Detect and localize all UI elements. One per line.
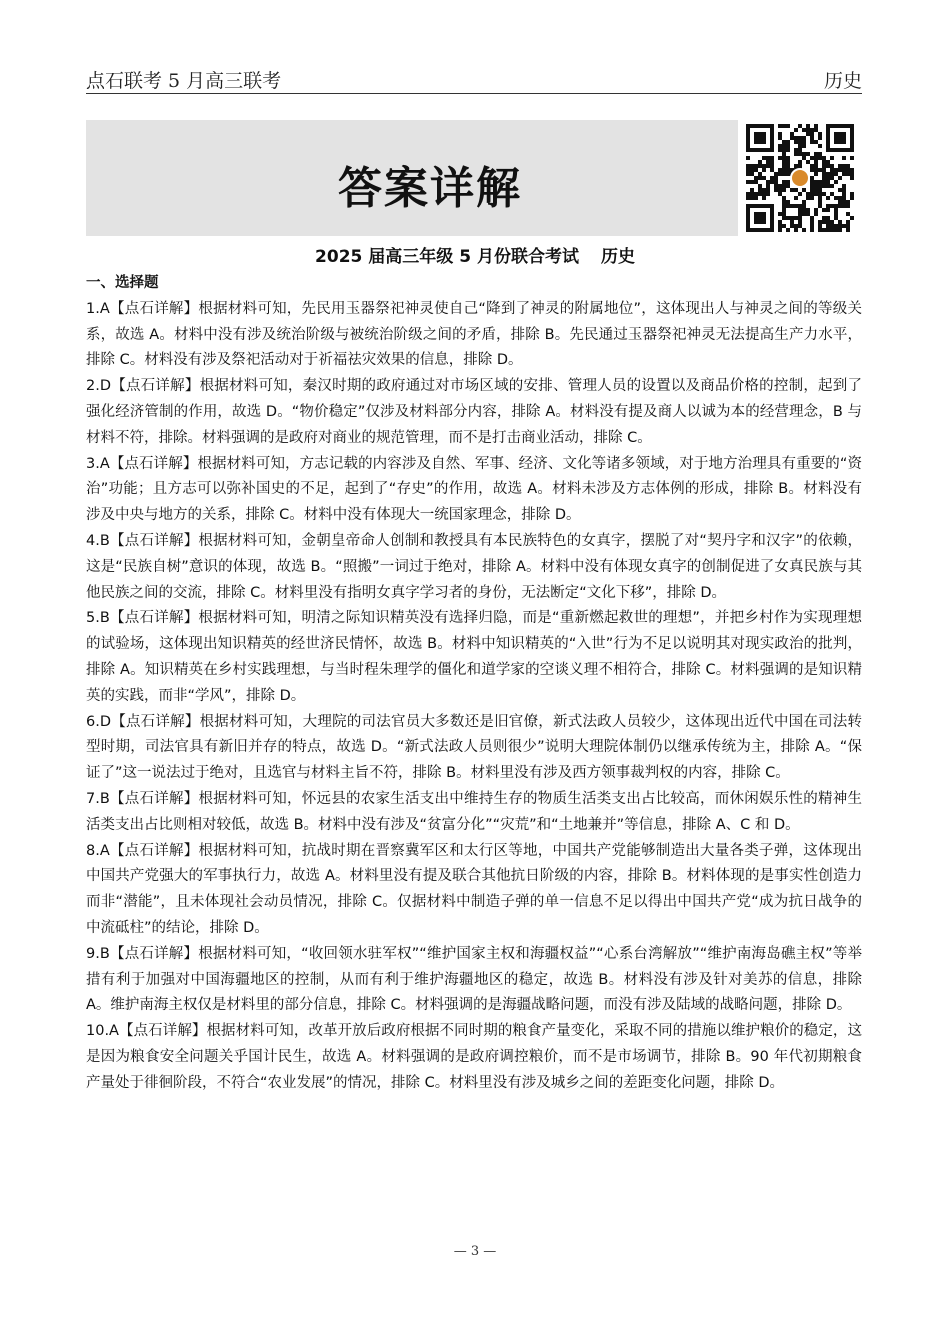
answer-item: 9.B【点石详解】根据材料可知，“收回领水驻军权”“维护国家主权和海疆权益”“心系台湾解放”“维护南海岛礁主权”等举措有利于加强对中国海疆地区的控制，从而有利于维护海疆地区的稳定，故选 B。材料没有涉及针对美苏的信息，排除 A。维护南海主权仅是材料里的部分信息，排除 C。材料强调的是海疆战略问题，而没有涉及陆域的战略问题，排除 D。: [86, 945, 862, 1014]
header-subject: 历史: [823, 70, 862, 92]
banner-title: 答案详解: [338, 163, 522, 214]
header-divider: [86, 93, 862, 94]
section-heading: 一、选择题: [86, 275, 159, 291]
header-exam-name: 点石联考 5 月高三联考: [86, 70, 282, 92]
answer-item: 1.A【点石详解】根据材料可知，先民用玉器祭祀神灵使自己“降到了神灵的附属地位”，这体现出人与神灵之间的等级关系，故选 A。材料中没有涉及统治阶级与被统治阶级之间的矛盾，排除 B。先民通过玉器祭祀神灵无法提高生产力水平，排除 C。材料没有涉及祭祀活动对于祈福祛灾效果的信息，排除 D。: [86, 300, 862, 369]
exam-subject: 历史: [600, 247, 635, 267]
answer-content: [86, 271, 862, 1097]
exam-title: 2025 届高三年级 5 月份联合考试: [315, 247, 579, 267]
page-number: — 3 —: [453, 1244, 497, 1259]
title-banner: [86, 120, 738, 236]
answer-item: 10.A【点石详解】根据材料可知，改革开放后政府根据不同时期的粮食产量变化，采取不同的措施以维护粮价的稳定，这是因为粮食安全问题关乎国计民生，故选 A。材料强调的是政府调控粮价，而不是市场调节，排除 B。90 年代初期粮食产量处于徘徊阶段，不符合“农业发展”的情况，排除 C。材料里没有涉及城乡之间的差距变化问题，排除 D。: [86, 1023, 862, 1091]
qr-code-icon: [746, 124, 854, 232]
answer-item: 5.B【点石详解】根据材料可知，明清之际知识精英没有选择归隐，而是“重新燃起救世的理想”，并把乡村作为实现理想的试验场，这体现出知识精英的经世济民情怀，故选 B。材料中知识精英的“入世”行为不足以说明其对现实政治的批判，排除 A。知识精英在乡村实践理想，与当时程朱理学的僵化和道学家的空谈义理不相符合，排除 C。材料强调的是知识精英的实践，而非“学风”，排除 D。: [86, 610, 862, 704]
page-header: [86, 66, 862, 92]
answer-item: 8.A【点石详解】根据材料可知，抗战时期在晋察冀军区和太行区等地，中国共产党能够制造出大量各类子弹，这体现出中国共产党强大的军事执行力，故选 A。材料里没有提及联合其他抗日阶级的内容，排除 B。材料体现的是事实性创造力而非“潜能”，且未体现社会动员情况，排除 C。仅据材料中制造子弹的单一信息不足以得出中国共产党“成为抗日战争的中流砥柱”的结论，排除 D。: [86, 842, 862, 936]
answer-item: 6.D【点石详解】根据材料可知，大理院的司法官员大多数还是旧官僚，新式法政人员较少，这体现出近代中国在司法转型时期，司法官具有新旧并存的特点，故选 D。“新式法政人员则很少”说明大理院体制仍以继承传统为主，排除 A。“保证了”这一说法过于绝对，且选官与材料主旨不符，排除 B。材料里没有涉及西方领事裁判权的内容，排除 C。: [86, 713, 862, 782]
exam-subtitle: [0, 242, 950, 267]
answer-item: 7.B【点石详解】根据材料可知，怀远县的农家生活支出中维持生存的物质生活类支出占比较高，而休闲娱乐性的精神生活类支出占比则相对较低，故选 B。材料中没有涉及“贫富分化”“灾荒”和“土地兼并”等信息，排除 A、C 和 D。: [86, 790, 862, 833]
answer-item: 2.D【点石详解】根据材料可知，秦汉时期的政府通过对市场区域的安排、管理人员的设置以及商品价格的控制，起到了强化经济管制的作用，故选 D。“物价稳定”仅涉及材料部分内容，排除 A。材料没有提及商人以诚为本的经营理念，B 与材料不符，排除。材料强调的是政府对商业的规范管理，而不是打击商业活动，排除 C。: [86, 378, 862, 446]
answer-item: 4.B【点石详解】根据材料可知，金朝皇帝命人创制和教授具有本民族特色的女真字，摆脱了对“契丹字和汉字”的依赖，这是“民族自树”意识的体现，故选 B。“照搬”一词过于绝对，排除 A。材料中没有体现女真字的创制促进了女真民族与其他民族之间的交流，排除 C。材料里没有指明女真字学习者的身份，无法断定“文化下移”，排除 D。: [86, 532, 862, 601]
answer-item: 3.A【点石详解】根据材料可知，方志记载的内容涉及自然、军事、经济、文化等诸多领域，对于地方治理具有重要的“资治”功能；且方志可以弥补国史的不足，起到了“存史”的作用，故选 A。材料未涉及方志体例的形成，排除 B。材料没有涉及中央与地方的关系，排除 C。材料中没有体现大一统国家理念，排除 D。: [86, 455, 862, 524]
